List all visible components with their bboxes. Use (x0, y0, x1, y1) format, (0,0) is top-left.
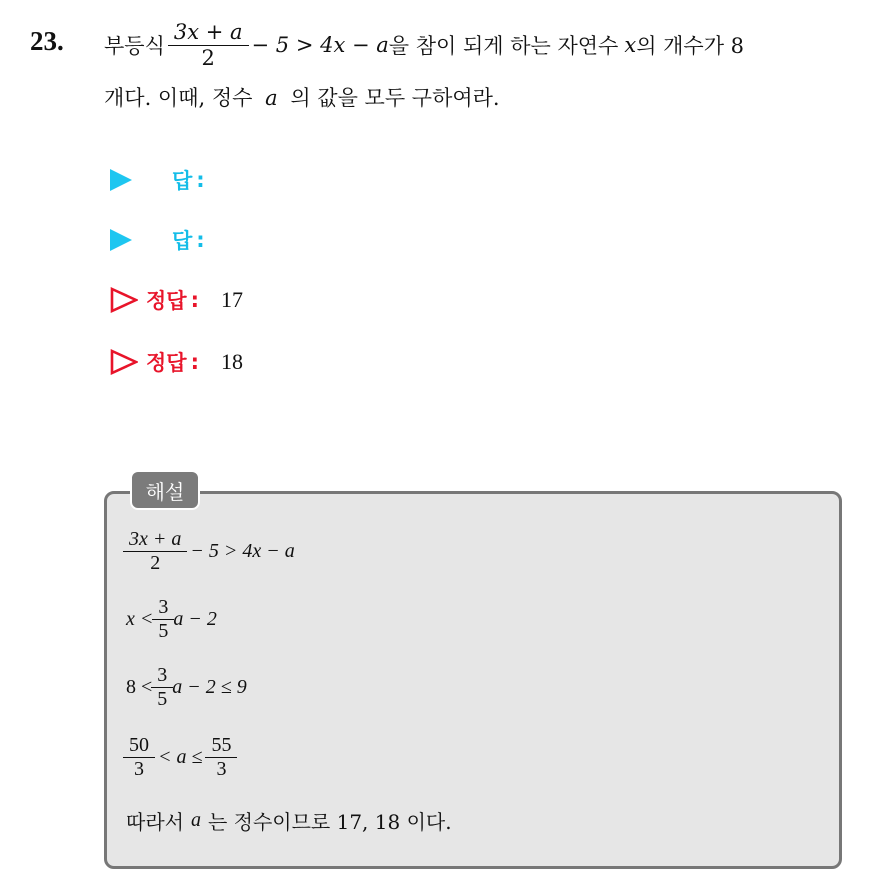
solution-tag: 해설 (130, 470, 200, 510)
solution-l3-rest: a − 2 ≤ 9 (172, 676, 247, 698)
problem-inequality-rest: − 5 > 4x − a (251, 33, 389, 57)
solution-l5-a: 따라서 (126, 810, 184, 834)
solution-l5-b: 는 정수이므로 17, 18 이다. (207, 810, 452, 834)
problem-suffix: 을 참이 되게 하는 자연수 (388, 34, 619, 58)
problem-line-2 (104, 82, 500, 112)
problem-line2-b: 의 값을 모두 구하여라. (290, 86, 500, 110)
answer-colon: : (196, 228, 205, 252)
solution-l2-rest: a − 2 (173, 608, 217, 630)
correct-answer-colon: : (190, 350, 199, 374)
solution-l3-fraction (154, 664, 170, 711)
outline-triangle-icon (110, 349, 138, 375)
answer-label: 답 (172, 169, 193, 193)
correct-answer-value: 17 (220, 287, 243, 312)
solution-l4-mid: < a ≤ (158, 746, 203, 768)
fraction-numerator: 55 (211, 734, 232, 756)
fraction-denominator: 2 (123, 551, 187, 575)
fraction-numerator: 3 (157, 664, 168, 686)
problem-prefix: 부등식 (104, 34, 165, 58)
solution-l1-fraction (126, 528, 184, 575)
answer-colon: : (196, 168, 205, 192)
correct-answer-row-2 (110, 347, 243, 377)
outline-triangle-icon (110, 287, 138, 313)
correct-answer-row-1 (110, 285, 243, 315)
solution-l2-fraction (155, 596, 171, 643)
solution-l4-fraction-1 (126, 734, 152, 781)
solution-line-5 (126, 806, 452, 835)
solution-l5-var: a (190, 809, 201, 831)
play-triangle-icon (110, 169, 132, 191)
fraction-numerator: 3 (158, 596, 169, 618)
fraction-denominator: 5 (151, 687, 173, 711)
play-triangle-icon (110, 229, 132, 251)
problem-var-x: x (624, 33, 637, 57)
problem-line2-a: 개다. 이때, 정수 (104, 86, 253, 110)
problem-fraction-denominator: 2 (168, 45, 249, 70)
fraction-denominator: 3 (123, 757, 155, 781)
solution-line-4 (126, 734, 236, 781)
problem-suffix-2: 의 개수가 8 (636, 34, 745, 58)
solution-l1-rest: − 5 > 4x − a (190, 540, 295, 562)
correct-answer-label: 정답 (146, 351, 187, 375)
solution-l4-fraction-2 (208, 734, 234, 781)
answer-label: 답 (172, 229, 193, 253)
fraction-denominator: 5 (152, 619, 174, 643)
problem-line-1 (104, 14, 744, 76)
correct-answer-colon: : (190, 288, 199, 312)
fraction-denominator: 3 (205, 757, 237, 781)
solution-line-2 (126, 596, 217, 643)
problem-var-a: a (265, 86, 278, 110)
problem-fraction-numerator: 3x + a (173, 20, 243, 45)
correct-answer-value: 18 (220, 349, 243, 374)
solution-line-1 (126, 528, 295, 575)
answer-blank-row-1[interactable] (110, 165, 205, 195)
solution-l2-left: x < (126, 608, 154, 630)
problem-number: 23. (30, 26, 64, 56)
fraction-numerator: 50 (129, 734, 149, 756)
problem-fraction (171, 20, 246, 69)
fraction-numerator: 3x + a (129, 528, 182, 550)
solution-l3-left: 8 < (126, 676, 153, 698)
solution-line-3 (126, 664, 247, 711)
answer-blank-row-2[interactable] (110, 225, 205, 255)
correct-answer-label: 정답 (146, 289, 187, 313)
